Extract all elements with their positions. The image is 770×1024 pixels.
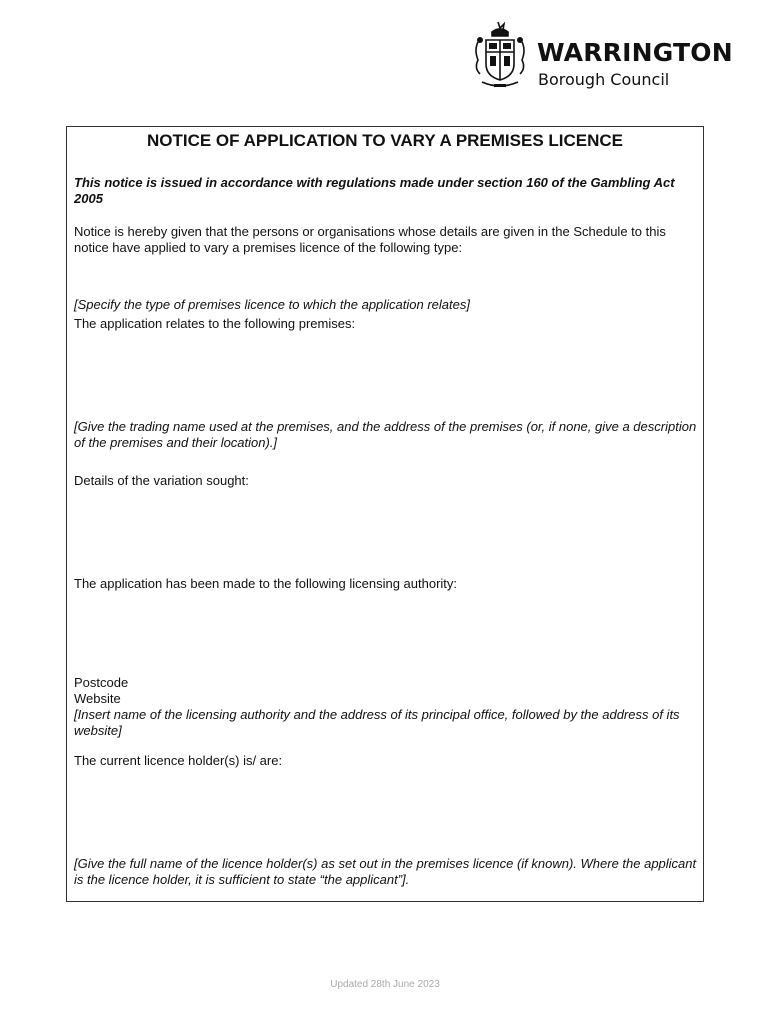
notice-title: NOTICE OF APPLICATION TO VARY A PREMISES LICENCE	[146, 131, 624, 150]
council-subtitle: Borough Council	[538, 70, 670, 89]
updated-footer: Updated 28th June 2023	[330, 979, 440, 990]
council-logo	[470, 20, 733, 95]
regulation-intro: This notice is issued in accordance with regulations made under section 160 of the Gambling Act 2005	[74, 175, 675, 206]
premises-label: The application relates to the following premises:	[74, 316, 356, 331]
council-name: WARRINGTON	[537, 38, 733, 67]
authority-instruction: [Insert name of the licensing authority and the address of its principal office, followed by the address of its website]	[74, 707, 680, 738]
notice-statement: Notice is hereby given that the persons or organisations whose details are given in the Schedule to this notice have applied to vary a premises licence of the following type:	[74, 224, 666, 255]
licence-holder-label: The current licence holder(s) is/ are:	[74, 753, 283, 768]
licence-type-instruction: [Specify the type of premises licence to which the application relates]	[74, 297, 470, 312]
premises-instruction: [Give the trading name used at the premises, and the address of the premises (or, if none, give a description of the premises and their location).]	[74, 419, 697, 450]
postcode-label: Postcode	[74, 675, 129, 690]
coat-of-arms-icon	[470, 20, 530, 92]
licence-holder-instruction: [Give the full name of the licence holder(s) as set out in the premises licence (if known). Where the applicant is the licence holder, it is sufficient to state “the applicant”].	[74, 856, 697, 887]
website-label: Website	[74, 691, 121, 706]
variation-label: Details of the variation sought:	[74, 473, 249, 488]
authority-label: The application has been made to the following licensing authority:	[74, 576, 458, 591]
